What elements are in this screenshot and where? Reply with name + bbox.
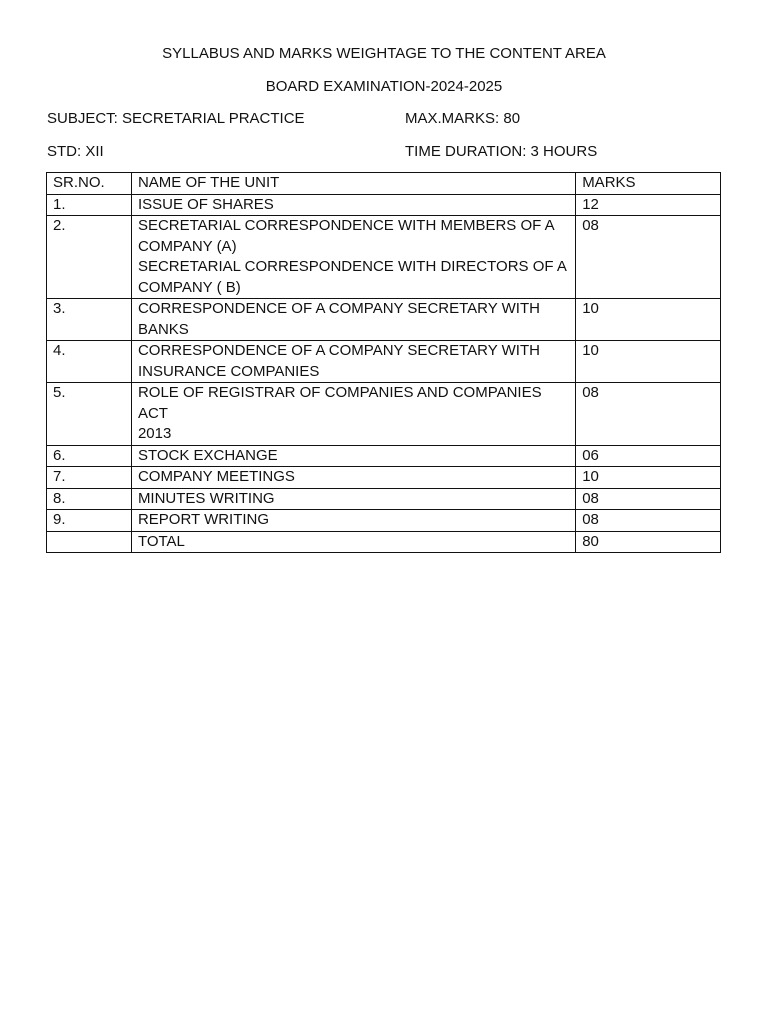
unit-name-line: COMPANY (A) <box>137 237 237 255</box>
unit-name-line: SECRETARIAL CORRESPONDENCE WITH MEMBERS OF A <box>137 217 555 234</box>
unit-name-cell <box>131 467 575 489</box>
total-sr-empty-cell <box>47 531 132 553</box>
sr-no-cell: 4. <box>47 341 132 383</box>
subject-label: SUBJECT: SECRETARIAL PRACTICE <box>47 110 305 127</box>
sr-no-cell: 1. <box>47 194 132 216</box>
unit-name-cell <box>131 510 575 532</box>
total-label-cell: TOTAL <box>131 531 575 553</box>
table-row <box>47 383 721 446</box>
unit-name-line: COMPANY MEETINGS <box>137 468 295 485</box>
table-row <box>47 445 721 467</box>
marks-cell: 08 <box>576 216 721 299</box>
table-row <box>47 194 721 216</box>
unit-name-line: REPORT WRITING <box>137 511 270 528</box>
unit-name-cell <box>131 216 575 299</box>
unit-name-line: ISSUE OF SHARES <box>137 195 274 213</box>
unit-name-cell <box>131 445 575 467</box>
sr-no-cell: 8. <box>47 488 132 510</box>
marks-cell: 12 <box>576 194 721 216</box>
total-marks-cell: 80 <box>576 531 721 553</box>
unit-name-line: CORRESPONDENCE OF A COMPANY SECRETARY WITH <box>137 342 540 359</box>
unit-name-cell <box>131 488 575 510</box>
marks-cell: 08 <box>576 488 721 510</box>
std-label: STD: XII <box>47 143 104 160</box>
sr-no-cell: 7. <box>47 467 132 489</box>
meta-row-std <box>47 143 727 161</box>
unit-name-line: INSURANCE COMPANIES <box>137 362 320 380</box>
table-row <box>47 467 721 489</box>
time-duration-label: TIME DURATION: 3 HOURS <box>405 143 598 160</box>
table-row <box>47 299 721 341</box>
header-sr-no: SR.NO. <box>47 173 132 195</box>
max-marks-label: MAX.MARKS: 80 <box>405 110 521 127</box>
table-header-row <box>47 173 721 195</box>
table-row <box>47 216 721 299</box>
table-row <box>47 488 721 510</box>
marks-cell: 10 <box>576 299 721 341</box>
unit-name-line: BANKS <box>137 320 189 338</box>
sr-no-cell: 2. <box>47 216 132 299</box>
meta-row-subject <box>47 110 727 128</box>
document-title: SYLLABUS AND MARKS WEIGHTAGE TO THE CONTENT AREA <box>162 45 606 62</box>
sr-no-cell: 3. <box>47 299 132 341</box>
table-row <box>47 341 721 383</box>
sr-no-cell: 6. <box>47 445 132 467</box>
marks-cell: 10 <box>576 341 721 383</box>
sr-no-cell: 9. <box>47 510 132 532</box>
marks-table <box>46 172 721 553</box>
unit-name-cell <box>131 194 575 216</box>
marks-cell: 10 <box>576 467 721 489</box>
header-unit-name: NAME OF THE UNIT <box>131 173 575 195</box>
sr-no-cell: 5. <box>47 383 132 446</box>
marks-cell: 06 <box>576 445 721 467</box>
unit-name-cell <box>131 299 575 341</box>
table-body <box>47 194 721 553</box>
unit-name-line: 2013 <box>137 425 172 442</box>
exam-subtitle: BOARD EXAMINATION-2024-2025 <box>265 78 503 95</box>
unit-name-line: CORRESPONDENCE OF A COMPANY SECRETARY WITH <box>137 300 540 317</box>
total-row <box>47 531 721 553</box>
header-marks: MARKS <box>576 173 721 195</box>
unit-name-line: ROLE OF REGISTRAR OF COMPANIES AND COMPANIES ACT <box>137 384 542 422</box>
unit-name-line: COMPANY ( B) <box>137 278 241 296</box>
unit-name-cell <box>131 383 575 446</box>
marks-cell: 08 <box>576 510 721 532</box>
unit-name-cell <box>131 341 575 383</box>
unit-name-line: SECRETARIAL CORRESPONDENCE WITH DIRECTORS OF A <box>137 258 567 275</box>
marks-cell: 08 <box>576 383 721 446</box>
unit-name-line: STOCK EXCHANGE <box>137 446 278 464</box>
unit-name-line: MINUTES WRITING <box>137 489 275 507</box>
table-row <box>47 510 721 532</box>
